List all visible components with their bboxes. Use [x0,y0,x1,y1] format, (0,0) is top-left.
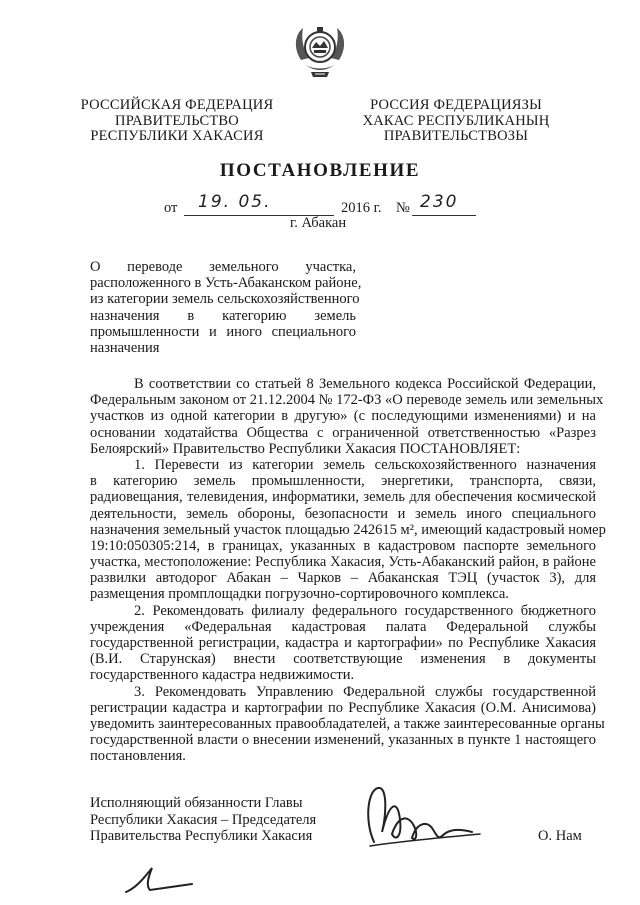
signature-title-line: Исполняющий обязанности Главы [90,795,303,811]
coat-of-arms-icon [291,20,349,80]
body-text [90,376,606,765]
body-line: 1. Перевести из категории земель сельскохозяйственного назначения [134,456,596,473]
body-line: радиовещания, телевидения, информатики, земель для обеспечения космической [90,489,596,506]
number-handwritten: 230 [420,192,459,212]
signature-title [90,795,316,845]
subject-line: назначения в категорию земель [90,307,356,324]
city: г. Абакан [290,215,347,231]
header-right-line: РОССИЯ ФЕДЕРАЦИЯЗЫ [370,97,542,113]
subject-line: промышленности и иного специального [90,323,356,340]
header-right [356,98,556,145]
year-text: 2016 г. [341,200,382,216]
body-line: основании ходатайства Общества с ограниченной ответственностью «Разрез [90,424,596,441]
header-left-line: РОССИЙСКАЯ ФЕДЕРАЦИЯ [80,97,274,113]
header-right-line: ПРАВИТЕЛЬСТВОЗЫ [383,128,529,144]
body-line: развилки автодорог Абакан – Чарков – Абаканская ТЭЦ (участок 3), для [90,570,596,587]
header-left-line: ПРАВИТЕЛЬСТВО [115,112,239,129]
body-line: назначения земельный участок площадью 242615 м², имеющий кадастровый номер [90,521,606,538]
body-line: 19:10:050305:214, в границах, указанных в кадастровом паспорте земельного [90,537,596,554]
date-prefix: от [164,200,178,216]
number-sign: № [396,200,410,216]
body-line: постановления. [90,748,186,765]
body-line: уведомить заинтересованных правообладателей, а также заинтересованные органы [90,715,605,732]
body-line: государственного кадастра недвижимости. [90,667,355,684]
body-line: государственной регистрации, кадастра и картографии» по Республике Хакасия [90,635,596,651]
subject-block [90,259,362,356]
subject-line: назначения [90,339,160,356]
body-line: размещения промплощадки погрузочно-сортировочного комплекса. [90,586,509,603]
body-line: 2. Рекомендовать филиалу федерального государственного бюджетного [134,602,596,619]
body-line: 3. Рекомендовать Управлению Федеральной службы государственной [134,683,596,700]
body-line: Белоярский» Правительство Республики Хакасия ПОСТАНОВЛЯЕТ: [90,440,521,457]
body-line: в категорию земель промышленности, энергетики, транспорта, связи, [90,473,596,490]
body-line: государственной власти о внесении изменений, указанных в пункте 1 настоящего [90,732,596,749]
handwritten-initials-icon [118,862,198,903]
body-line: деятельности, земель обороны, безопасности и земель иного специального [90,505,596,522]
signature-name: О. Нам [538,828,582,844]
signature-title-line: Правительства Республики Хакасия [90,828,313,845]
document-title: ПОСТАНОВЛЕНИЕ [219,160,421,181]
subject-line: О переводе земельного участка, [90,259,356,275]
header-left [72,98,282,145]
body-line: участков из одной категории в другую» (с последующими изменениями) и на [90,408,596,425]
body-line: учреждения «Федеральная кадастровая палата Федеральной службы [90,618,596,635]
body-line: участка, местоположение: Республика Хакасия, Усть-Абаканский район, в районе [90,554,596,571]
body-line: (В.И. Старунская) внести соответствующие изменения в документы [90,651,596,668]
header-right-line: ХАКАС РЕСПУБЛИКАНЫҢ [362,112,550,129]
handwritten-signature-icon [356,780,486,860]
body-line: В соответствии со статьей 8 Земельного кодекса Российской Федерации, [134,376,596,392]
date-handwritten: 19. 05. [198,192,272,212]
signature-title-line: Республики Хакасия – Председателя [90,811,317,828]
subject-line: из категории земель сельскохозяйственного [90,291,360,308]
number-underline [412,215,476,216]
header-left-line: РЕСПУБЛИКИ ХАКАСИЯ [90,128,264,144]
body-line: регистрации кадастра и картографии по Республике Хакасия (О.М. Анисимова) [90,699,596,716]
body-line: Федеральным законом от 21.12.2004 № 172-ФЗ «О переводе земель или земельных [90,392,604,409]
subject-line: расположенного в Усть-Абаканском районе, [90,275,362,292]
